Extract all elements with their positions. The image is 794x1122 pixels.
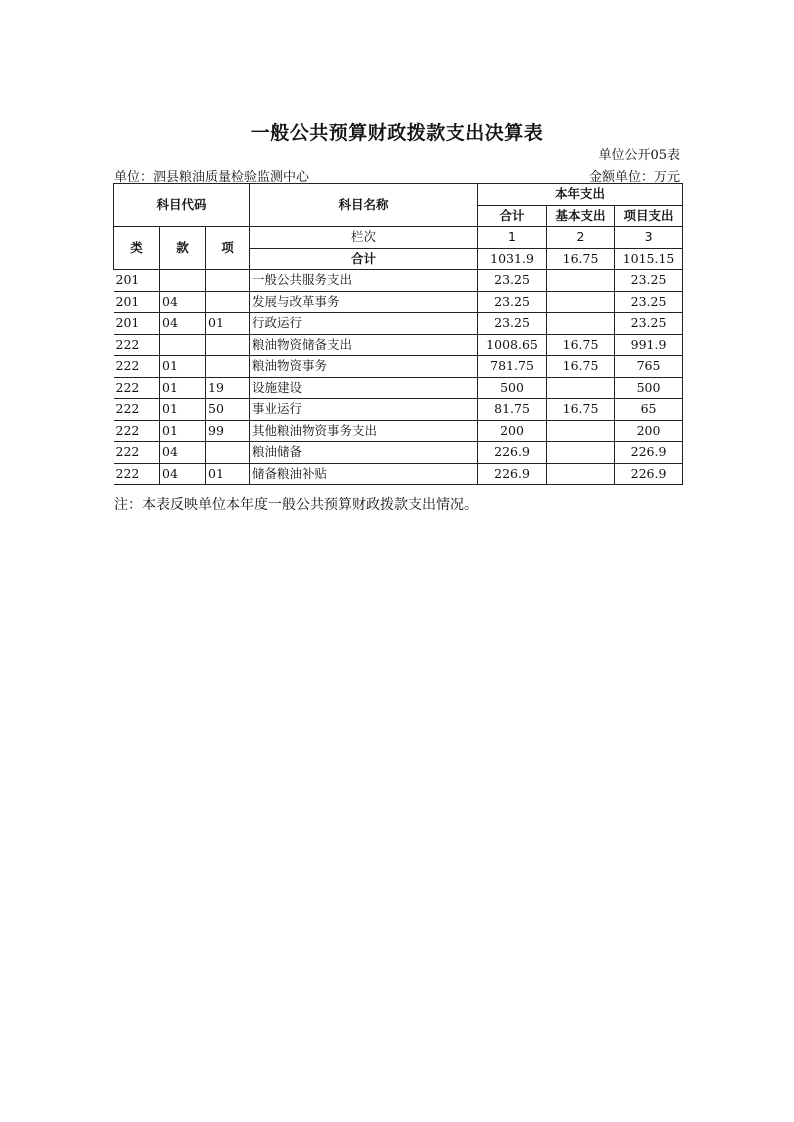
row-xiang-cell bbox=[206, 442, 250, 464]
row-name-cell: 行政运行 bbox=[250, 313, 478, 335]
row-total-cell: 23.25 bbox=[478, 313, 547, 335]
row-xiang-cell: 50 bbox=[206, 399, 250, 421]
row-total-cell: 781.75 bbox=[478, 356, 547, 378]
row-kuan-cell: 01 bbox=[160, 399, 206, 421]
page-title: 一般公共预算财政拨款支出决算表 bbox=[250, 122, 544, 144]
row-lei-cell: 222 bbox=[114, 377, 160, 399]
row-project-cell: 765 bbox=[615, 356, 683, 378]
row-project-cell: 23.25 bbox=[615, 291, 683, 313]
header-name: 科目名称 bbox=[250, 184, 478, 227]
row-basic-cell: 16.75 bbox=[547, 334, 615, 356]
row-xiang-cell bbox=[206, 270, 250, 292]
row-project-cell: 23.25 bbox=[615, 313, 683, 335]
row-project-cell: 200 bbox=[615, 420, 683, 442]
row-project-cell: 500 bbox=[615, 377, 683, 399]
header-project: 项目支出 bbox=[615, 205, 683, 227]
summary-label: 合计 bbox=[250, 248, 478, 270]
header-row-1 bbox=[114, 184, 683, 206]
header-basic: 基本支出 bbox=[547, 205, 615, 227]
row-xiang-cell: 01 bbox=[206, 313, 250, 335]
row-project-cell: 226.9 bbox=[615, 442, 683, 464]
row-lei-cell: 222 bbox=[114, 334, 160, 356]
row-name-cell: 事业运行 bbox=[250, 399, 478, 421]
row-kuan-cell: 01 bbox=[160, 420, 206, 442]
row-xiang-cell: 99 bbox=[206, 420, 250, 442]
table-note: 注：本表反映单位本年度一般公共预算财政拨款支出情况。 bbox=[114, 497, 478, 513]
row-name-cell: 粮油储备 bbox=[250, 442, 478, 464]
row-total-cell: 226.9 bbox=[478, 442, 547, 464]
row-total-cell: 200 bbox=[478, 420, 547, 442]
header-col-order: 栏次 bbox=[250, 227, 478, 249]
row-lei-cell: 201 bbox=[114, 270, 160, 292]
row-total-cell: 81.75 bbox=[478, 399, 547, 421]
row-kuan-cell: 04 bbox=[160, 442, 206, 464]
row-kuan-cell: 04 bbox=[160, 463, 206, 485]
row-lei-cell: 201 bbox=[114, 313, 160, 335]
table-row bbox=[114, 334, 683, 356]
row-lei-cell: 222 bbox=[114, 420, 160, 442]
row-name-cell: 一般公共服务支出 bbox=[250, 270, 478, 292]
row-lei-cell: 222 bbox=[114, 442, 160, 464]
header-code: 科目代码 bbox=[114, 184, 250, 227]
row-xiang-cell: 01 bbox=[206, 463, 250, 485]
table-row bbox=[114, 270, 683, 292]
row-kuan-cell: 04 bbox=[160, 291, 206, 313]
header-col3: 3 bbox=[615, 227, 683, 249]
row-name-cell: 发展与改革事务 bbox=[250, 291, 478, 313]
table-row bbox=[114, 463, 683, 485]
header-total: 合计 bbox=[478, 205, 547, 227]
unit-name: 单位：泗县粮油质量检验监测中心 bbox=[114, 170, 310, 185]
table-row bbox=[114, 356, 683, 378]
header-col1: 1 bbox=[478, 227, 547, 249]
table-row bbox=[114, 313, 683, 335]
table-row bbox=[114, 399, 683, 421]
table-row bbox=[114, 420, 683, 442]
row-project-cell: 65 bbox=[615, 399, 683, 421]
row-basic-cell bbox=[547, 270, 615, 292]
row-basic-cell bbox=[547, 420, 615, 442]
row-basic-cell: 16.75 bbox=[547, 356, 615, 378]
row-basic-cell bbox=[547, 442, 615, 464]
row-lei-cell: 222 bbox=[114, 399, 160, 421]
row-project-cell: 226.9 bbox=[615, 463, 683, 485]
row-kuan-cell: 01 bbox=[160, 377, 206, 399]
row-lei-cell: 222 bbox=[114, 463, 160, 485]
header-row-3 bbox=[114, 227, 683, 249]
row-project-cell: 991.9 bbox=[615, 334, 683, 356]
row-basic-cell bbox=[547, 377, 615, 399]
row-xiang-cell bbox=[206, 291, 250, 313]
row-kuan-cell bbox=[160, 334, 206, 356]
summary-total: 1031.9 bbox=[478, 248, 547, 270]
row-basic-cell bbox=[547, 291, 615, 313]
row-kuan-cell bbox=[160, 270, 206, 292]
row-kuan-cell: 04 bbox=[160, 313, 206, 335]
row-name-cell: 设施建设 bbox=[250, 377, 478, 399]
expenditure-table bbox=[113, 183, 683, 485]
form-number: 单位公开05表 bbox=[598, 148, 680, 163]
row-lei-cell: 201 bbox=[114, 291, 160, 313]
row-total-cell: 226.9 bbox=[478, 463, 547, 485]
table-row bbox=[114, 442, 683, 464]
row-xiang-cell bbox=[206, 334, 250, 356]
row-total-cell: 23.25 bbox=[478, 291, 547, 313]
row-total-cell: 1008.65 bbox=[478, 334, 547, 356]
header-xiang: 项 bbox=[206, 227, 250, 270]
row-total-cell: 23.25 bbox=[478, 270, 547, 292]
row-basic-cell bbox=[547, 463, 615, 485]
row-lei-cell: 222 bbox=[114, 356, 160, 378]
row-name-cell: 其他粮油物资事务支出 bbox=[250, 420, 478, 442]
row-name-cell: 粮油物资事务 bbox=[250, 356, 478, 378]
row-name-cell: 粮油物资储备支出 bbox=[250, 334, 478, 356]
amount-unit: 金额单位：万元 bbox=[588, 170, 680, 185]
row-xiang-cell bbox=[206, 356, 250, 378]
row-total-cell: 500 bbox=[478, 377, 547, 399]
summary-project: 1015.15 bbox=[615, 248, 683, 270]
row-name-cell: 储备粮油补贴 bbox=[250, 463, 478, 485]
row-basic-cell: 16.75 bbox=[547, 399, 615, 421]
table-row bbox=[114, 291, 683, 313]
row-basic-cell bbox=[547, 313, 615, 335]
header-col2: 2 bbox=[547, 227, 615, 249]
row-kuan-cell: 01 bbox=[160, 356, 206, 378]
row-project-cell: 23.25 bbox=[615, 270, 683, 292]
header-kuan: 款 bbox=[160, 227, 206, 270]
header-lei: 类 bbox=[114, 227, 160, 270]
header-current-year: 本年支出 bbox=[478, 184, 683, 206]
summary-basic: 16.75 bbox=[547, 248, 615, 270]
row-xiang-cell: 19 bbox=[206, 377, 250, 399]
table-row bbox=[114, 377, 683, 399]
